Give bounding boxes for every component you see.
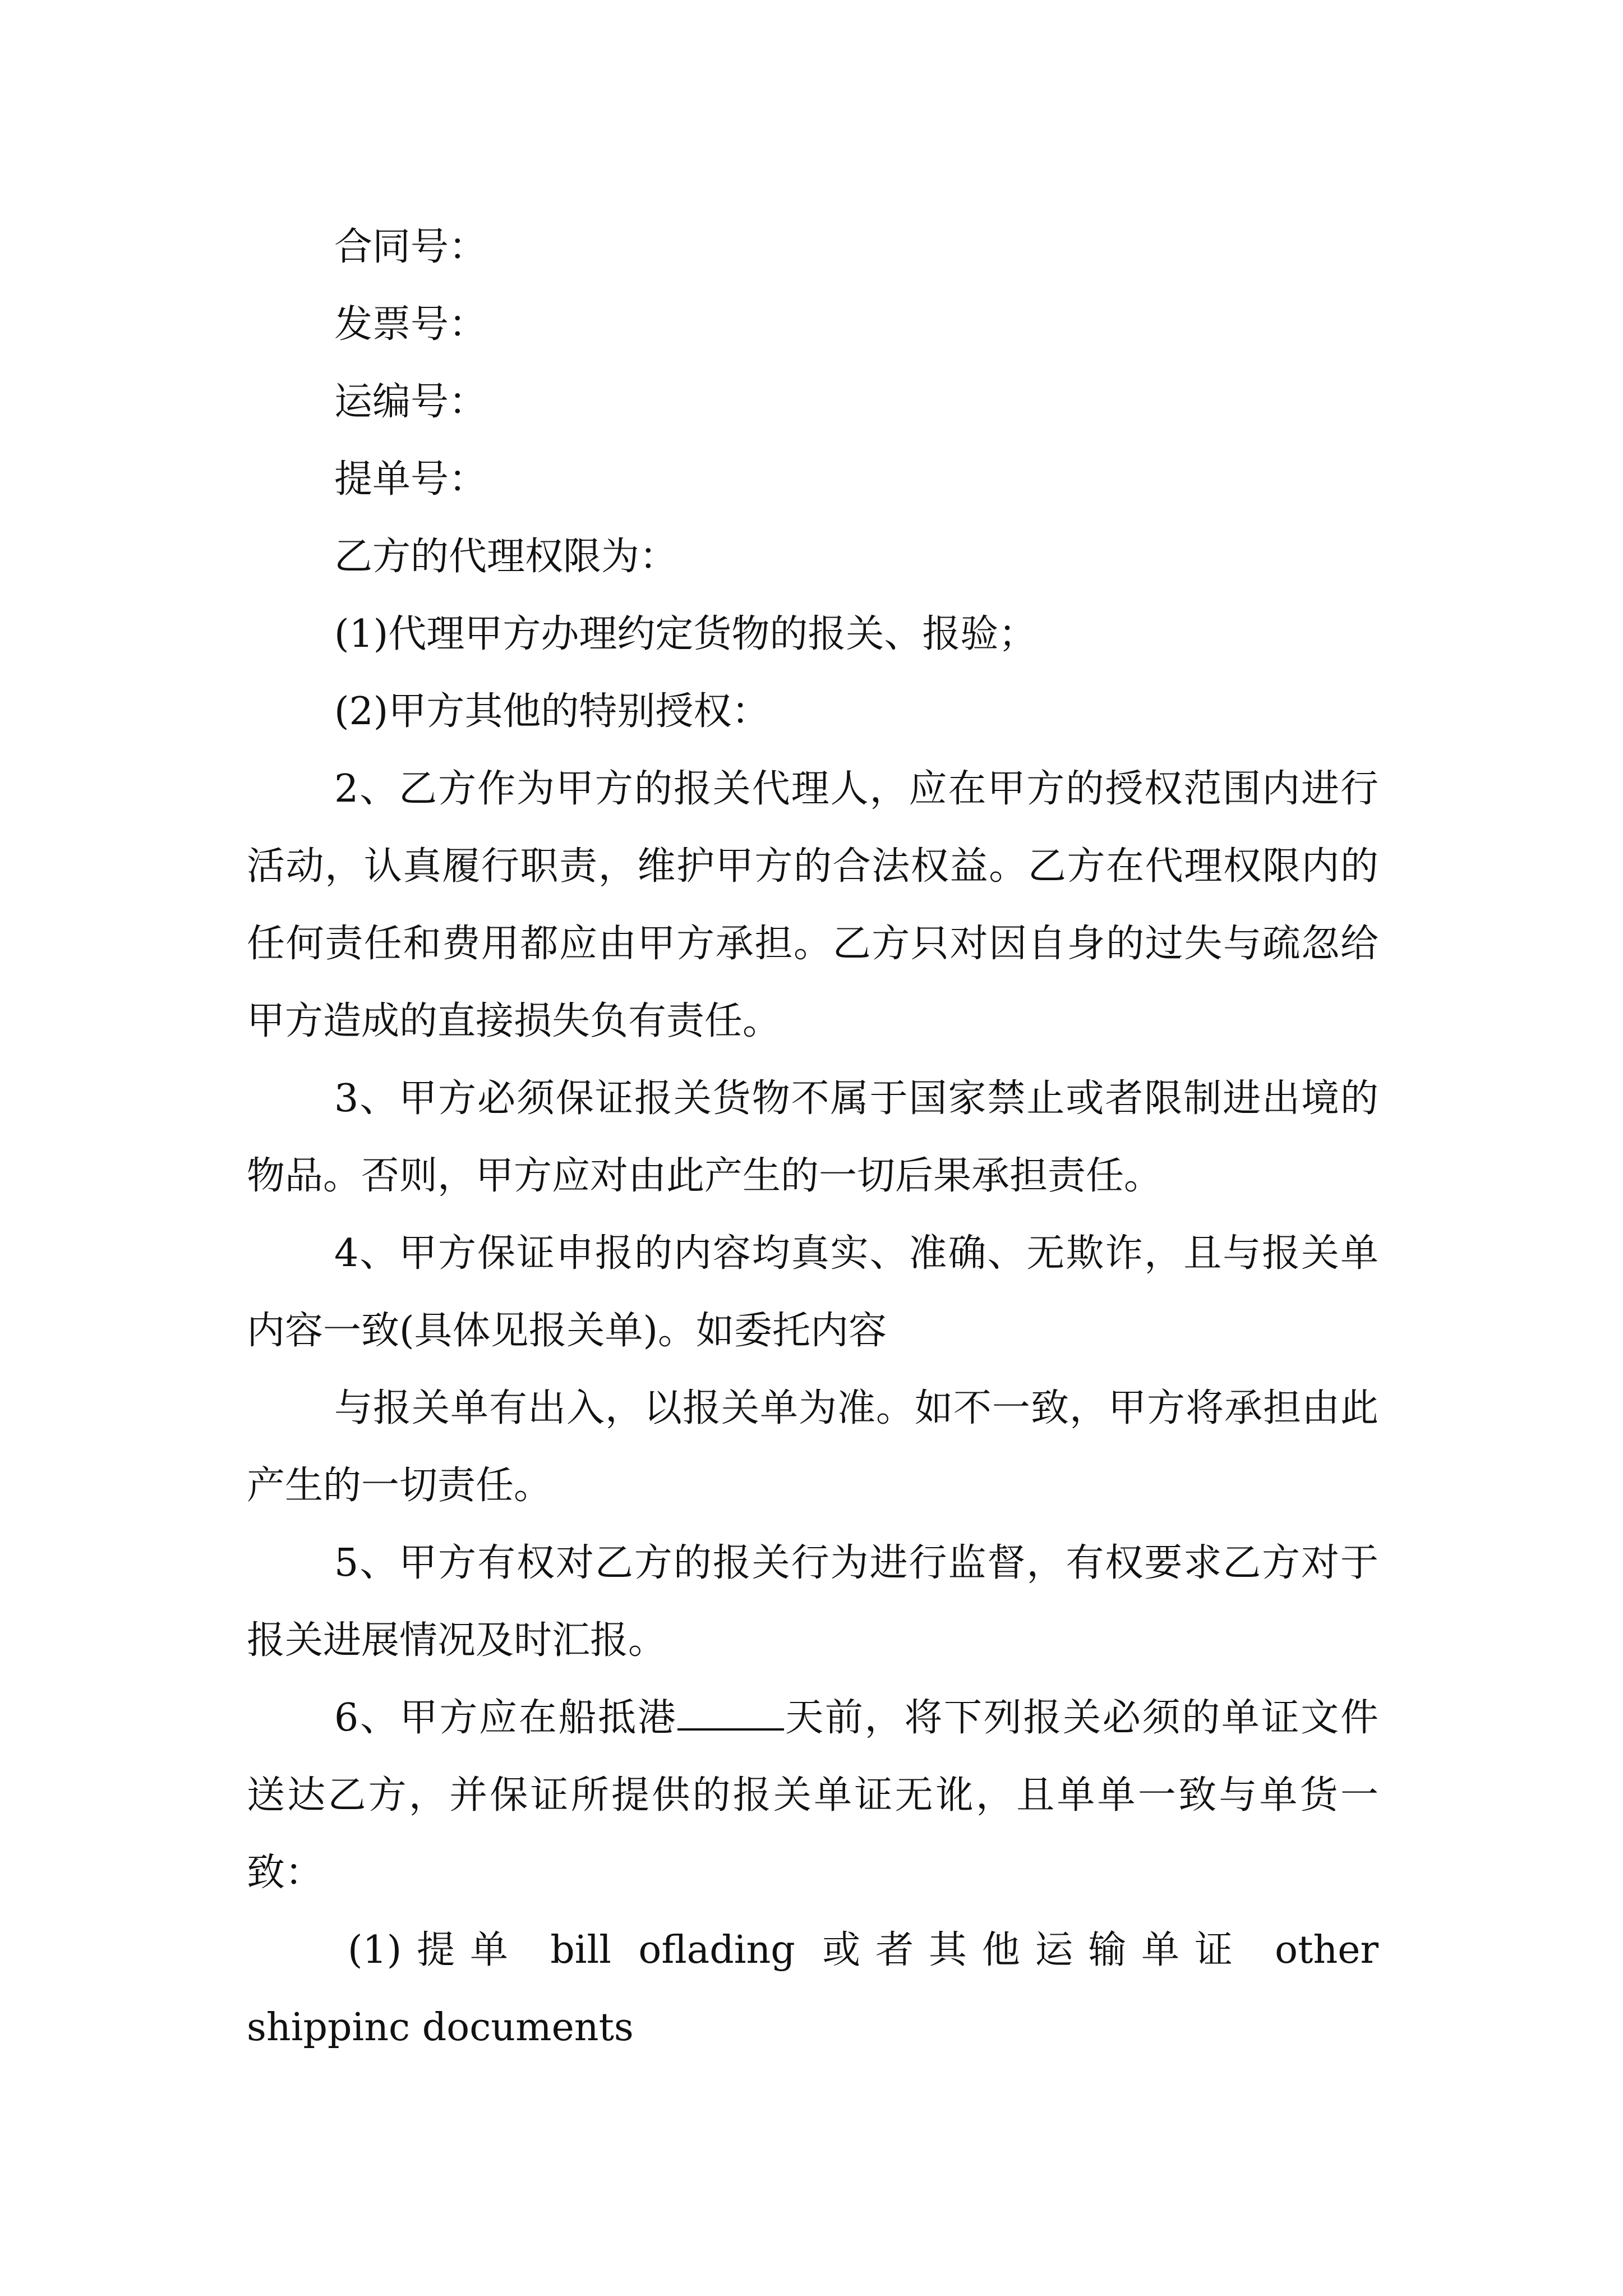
clause-4-continued: 与报关单有出入，以报关单为准。如不一致，甲方将承担由此产生的一切责任。 (247, 1386, 1378, 1508)
clause-5: 5、甲方有权对乙方的报关行为进行监督，有权要求乙方对于报关进展情况及时汇报。 (247, 1541, 1378, 1663)
transport-number-field: 运编号： (334, 380, 487, 424)
contract-number-field: 合同号： (334, 225, 487, 269)
clause-4: 4、甲方保证申报的内容均真实、准确、无欺诈，且与报关单内容一致(具体见报关单)。如委托内容 (247, 1231, 1378, 1353)
document-item-1-line-2: shippinc documents (247, 2005, 634, 2050)
authority-heading: 乙方的代理权限为： (334, 535, 678, 579)
authority-item-2: (2)甲方其他的特别授权： (334, 689, 770, 734)
clause-6-text-after: 天前，将下列报关必须的单证文件送达乙方，并保证所提供的报关单证无讹，且单单一致与单货一致： (247, 1696, 1378, 1895)
clause-3: 3、甲方必须保证报关货物不属于国家禁止或者限制进出境的物品。否则，甲方应对由此产生的一切后果承担责任。 (247, 1076, 1378, 1198)
clause-6-text-before: 6、甲方应在船抵港 (334, 1696, 677, 1740)
clause-2: 2、乙方作为甲方的报关代理人，应在甲方的授权范围内进行活动，认真履行职责，维护甲方的合法权益。乙方在代理权限内的任何责任和费用都应由甲方承担。乙方只对因自身的过失与疏忽给甲方造成的直接损失负有责任。 (247, 767, 1378, 1043)
document-body (247, 209, 1378, 2067)
authority-item-1: (1)代理甲方办理约定货物的报关、报验； (334, 612, 1037, 656)
blank-days-underline (677, 1695, 784, 1731)
invoice-number-field: 发票号： (334, 302, 487, 347)
clause-6 (247, 1680, 1378, 1912)
bill-of-lading-number-field: 提单号： (334, 457, 487, 501)
document-item-1-line-1: (1)提单 bill oflading 或者其他运输单证 other (348, 1928, 1378, 1972)
